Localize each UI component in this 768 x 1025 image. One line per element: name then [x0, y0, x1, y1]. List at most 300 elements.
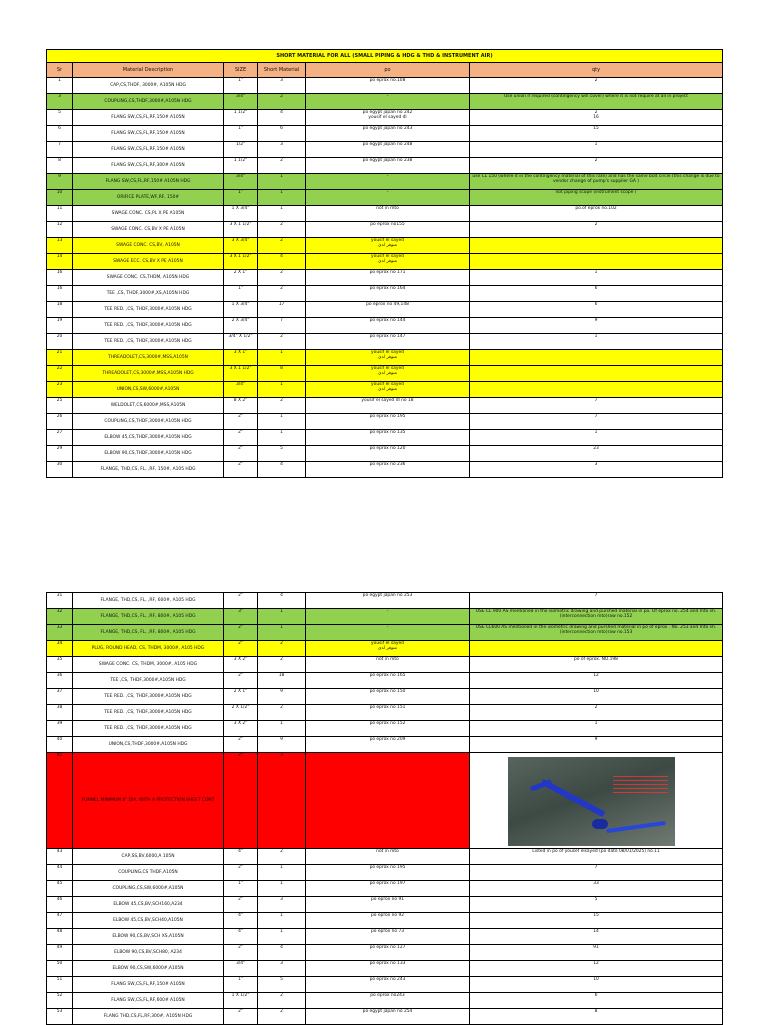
cell-short-material: 17: [258, 302, 306, 318]
cell-qty: 2: [470, 78, 723, 94]
table-row: [47, 398, 723, 414]
table-row: [47, 737, 723, 753]
table-row: [47, 1009, 723, 1025]
cell-description: FLANG SW,CS,FL,RF,300# A105N: [73, 158, 224, 174]
header-size: SIZE: [224, 63, 258, 78]
table-row: [47, 318, 723, 334]
cell-qty: po of eprox. NO.198: [470, 657, 723, 673]
cell-size: 1": [224, 78, 258, 94]
cell-po: po eprox no 49,148: [306, 302, 470, 318]
cell-po: po eprox no 209: [306, 737, 470, 753]
cell-short-material: 2: [258, 238, 306, 254]
cell-qty: 10: [470, 689, 723, 705]
cell-po: -: [306, 625, 470, 641]
cell-po: po eprox no 144: [306, 318, 470, 334]
cell-short-material: 2: [258, 94, 306, 110]
cell-description: THREADOLET,CS,3000#,MSS,A105N HDG: [73, 366, 224, 382]
cell-qty: 15: [470, 126, 723, 142]
cell-short-material: 1: [258, 609, 306, 625]
table-row: [47, 913, 723, 929]
cell-qty: 1: [470, 721, 723, 737]
table-row: [47, 110, 723, 126]
cell-size: 2 X 1": [224, 689, 258, 705]
cell-description: WELDOLET,CS,6000#,MSS,A105N: [73, 398, 224, 414]
cell-short-material: 2: [258, 849, 306, 865]
cell-short-material: 1: [258, 174, 306, 190]
cell-sr: 34: [47, 641, 73, 657]
cell-size: 2": [224, 753, 258, 849]
table-row: [47, 334, 723, 350]
cell-short-material: 1: [258, 382, 306, 398]
cell-po: [306, 753, 470, 849]
cell-po: po eprox no 236: [306, 462, 470, 478]
cell-size: 3 X 2": [224, 657, 258, 673]
cell-po: yousif el sayed متوفر لدي: [306, 238, 470, 254]
cell-size: 2": [224, 414, 258, 430]
cell-short-material: 5: [258, 446, 306, 462]
cell-size: 1": [224, 286, 258, 302]
cell-description: SWAGE CONC. CS,BV X PE A105N: [73, 222, 224, 238]
header-description: Material Description: [73, 63, 224, 78]
cell-qty: [470, 382, 723, 398]
table-row: [47, 78, 723, 94]
cell-qty: 1: [470, 430, 723, 446]
cell-size: 2": [224, 673, 258, 689]
table-row: [47, 641, 723, 657]
cell-po: po eprox no 91: [306, 897, 470, 913]
cell-description: FLANGE, THD,CS, FL, ,RF, 800#, A105 HDG: [73, 625, 224, 641]
cell-qty: 14: [470, 929, 723, 945]
cell-description: TEE RED. ,CS, THDF,3000#,A105N HDG: [73, 334, 224, 350]
cell-short-material: 3: [258, 753, 306, 849]
cell-size: 1 1/2": [224, 110, 258, 126]
cell-short-material: 18: [258, 673, 306, 689]
table-row: [47, 430, 723, 446]
cell-sr: 30: [47, 462, 73, 478]
cell-short-material: 2: [258, 1009, 306, 1025]
cell-description: FLANG SW,CS,FL,RF,150# A105N: [73, 142, 224, 158]
cell-short-material: 4: [258, 462, 306, 478]
cell-qty: 9: [470, 318, 723, 334]
cell-po: po eprox no155: [306, 222, 470, 238]
cell-sr: 12: [47, 222, 73, 238]
cell-qty: 12: [470, 961, 723, 977]
cell-po: po egypt japan no 248: [306, 142, 470, 158]
cell-po: po egypt japan no 254: [306, 1009, 470, 1025]
cell-short-material: 2: [258, 657, 306, 673]
cell-qty: 6: [470, 302, 723, 318]
cell-description: FLANG SW,CS,FL,RF,150# A105N: [73, 126, 224, 142]
cell-size: 2": [224, 625, 258, 641]
cell-qty: 2: [470, 222, 723, 238]
table-row: [47, 462, 723, 478]
cell-qty: 1: [470, 270, 723, 286]
cell-po: -: [306, 94, 470, 110]
cell-short-material: 1: [258, 350, 306, 366]
cell-qty: not piping scope (instrument scope ): [470, 190, 723, 206]
cell-short-material: 8: [258, 366, 306, 382]
cell-short-material: 1: [258, 865, 306, 881]
cell-description: FUNNEL MINIMUM 8" DIA. WITH A PROTECTION SHEET CONT: [73, 753, 224, 849]
table-row: [47, 302, 723, 318]
cell-qty: 2 16: [470, 110, 723, 126]
cell-qty: 7: [470, 593, 723, 609]
cell-qty: Use union if required (contingency will cover) where it is not require at all in project: [470, 94, 723, 110]
cell-description: TEE ,CS, THDF,3000#,XS,A105N HDG: [73, 286, 224, 302]
cell-po: po egypt japan no 243: [306, 126, 470, 142]
cell-po: yousif el sayed dl no 18: [306, 398, 470, 414]
cell-qty: [470, 350, 723, 366]
table-row: [47, 593, 723, 609]
funnel-photo: [508, 757, 675, 846]
cell-description: COUPLING,CS,SW,6000#,A105N: [73, 881, 224, 897]
cell-size: 4": [224, 849, 258, 865]
cell-po: po eprox no 135: [306, 430, 470, 446]
cell-qty: po.of eprox no.102: [470, 206, 723, 222]
cell-description: FLANGE, THD,CS, FL, ,RF, 600#, A105 HDG: [73, 593, 224, 609]
cell-short-material: 2: [258, 705, 306, 721]
cell-qty: 8: [470, 1009, 723, 1025]
table-row: [47, 446, 723, 462]
cell-qty: 23: [470, 446, 723, 462]
cell-short-material: 3: [258, 142, 306, 158]
table-row: [47, 382, 723, 398]
cell-size: 3 X 1 1/2": [224, 222, 258, 238]
table-row: [47, 238, 723, 254]
cell-sr: 39: [47, 721, 73, 737]
header-po: po: [306, 63, 470, 78]
table-row: [47, 945, 723, 961]
cell-po: po eprox no 120: [306, 446, 470, 462]
cell-size: 2": [224, 593, 258, 609]
cell-sr: 41: [47, 753, 73, 849]
cell-size: 2": [224, 462, 258, 478]
cell-description: SWAGE CONC. CS,PL X PE A105N: [73, 206, 224, 222]
cell-sr: 35: [47, 657, 73, 673]
cell-size: 8 X 2": [224, 398, 258, 414]
cell-sr: 16: [47, 270, 73, 286]
cell-description: SWAGE CONC. CS,BV, A105N: [73, 238, 224, 254]
cell-description: TEE RED. ,CS, THDF,3000#,A105N HDG: [73, 302, 224, 318]
cell-description: COUPLING,CS,THDF,3000#,A105N HDG: [73, 94, 224, 110]
cell-po: po eprox no 164: [306, 286, 470, 302]
cell-qty: [470, 366, 723, 382]
cell-description: TEE ,CS, THDF,3000#,A105N HDG: [73, 673, 224, 689]
cell-description: SWAGE ECC. CS,BV X PE A105N: [73, 254, 224, 270]
cell-short-material: 1: [258, 625, 306, 641]
cell-size: 3/4" X 1/2": [224, 334, 258, 350]
cell-po: po eprox no 171: [306, 270, 470, 286]
cell-short-material: 1: [258, 414, 306, 430]
cell-qty: Listed in po of yousef elsayed (po date 08/01/2025) no.11: [470, 849, 723, 865]
cell-po: po eprox no 147: [306, 334, 470, 350]
cell-qty: [470, 254, 723, 270]
cell-size: 1 1/2": [224, 158, 258, 174]
cell-po: not in mto: [306, 849, 470, 865]
cell-size: 1 X 3/4": [224, 206, 258, 222]
cell-short-material: 1: [258, 430, 306, 446]
cell-description: SWAGE CONC. CS,THDM, A105N HDG: [73, 270, 224, 286]
cell-sr: 1: [47, 78, 73, 94]
cell-sr: 51: [47, 977, 73, 993]
cell-short-material: 1: [258, 929, 306, 945]
cell-qty: 6: [470, 993, 723, 1009]
cell-sr: 26: [47, 414, 73, 430]
cell-qty: 12: [470, 673, 723, 689]
cell-sr: 45: [47, 881, 73, 897]
cell-po: po eprox no 133: [306, 961, 470, 977]
cell-description: THREADOLET,CS,3000#,MSS,A105N: [73, 350, 224, 366]
cell-size: 4": [224, 929, 258, 945]
cell-short-material: 9: [258, 689, 306, 705]
cell-description: CAP,CS,THDF, 3000#, A105N HDG: [73, 78, 224, 94]
cell-po: not in mto: [306, 206, 470, 222]
cell-sr: 19: [47, 318, 73, 334]
cell-short-material: 7: [258, 318, 306, 334]
cell-short-material: 2: [258, 286, 306, 302]
cell-po: po eprox no 197: [306, 881, 470, 897]
cell-description: TEE RED. ,CS, THDF,3000#,A105N HDG: [73, 318, 224, 334]
cell-description: ORIFICE PLATE,WF,RF, 150#: [73, 190, 224, 206]
cell-po: yousif el sayed متوفر لدي: [306, 254, 470, 270]
table-row: [47, 689, 723, 705]
header-qty: qty: [470, 63, 723, 78]
cell-description: TEE RED. ,CS, THDF,3000#,A105N HDG: [73, 721, 224, 737]
cell-description: FLANG SW,CS,FL,RF,150# A105N: [73, 977, 224, 993]
cell-size: 1": [224, 881, 258, 897]
cell-short-material: 6: [258, 126, 306, 142]
cell-po: po eprox no 127: [306, 945, 470, 961]
cell-qty: 15: [470, 913, 723, 929]
cell-qty: 1: [470, 142, 723, 158]
cell-short-material: 2: [258, 993, 306, 1009]
cell-size: 2 X 3/4": [224, 318, 258, 334]
cell-description: CAP,SS,BV,6000,A 105N: [73, 849, 224, 865]
cell-qty: 9: [470, 737, 723, 753]
cell-sr: 47: [47, 913, 73, 929]
cell-short-material: 3: [258, 78, 306, 94]
cell-sr: 31: [47, 593, 73, 609]
cell-sr: 43: [47, 849, 73, 865]
cell-size: 1": [224, 126, 258, 142]
cell-description: TEE RED. ,CS, THDF,3000#,A105N HDG: [73, 689, 224, 705]
cell-size: 3 X 1 1/2": [224, 254, 258, 270]
cell-qty: use CL 150 (where it in the contingency material of this rate) and has the same bolt circle (this change is due to vendor change of pump's supplier GA ): [470, 174, 723, 190]
header-short-material: Short Material: [258, 63, 306, 78]
cell-sr: 49: [47, 945, 73, 961]
cell-description: FLANG SW,CS,FL,RF,600# A105N: [73, 993, 224, 1009]
cell-short-material: 2: [258, 158, 306, 174]
cell-po: yousif el sayed متوفر لدي: [306, 366, 470, 382]
cell-po: yousif el sayed متوفر لدي: [306, 641, 470, 657]
cell-size: 2": [224, 641, 258, 657]
cell-sr: 14: [47, 254, 73, 270]
cell-size: 2": [224, 897, 258, 913]
cell-qty: 2: [470, 705, 723, 721]
cell-description: ELBOW 90,CS,THDF,3000#,A105N HDG: [73, 446, 224, 462]
cell-size: 3/4": [224, 174, 258, 190]
cell-po: -: [306, 609, 470, 625]
cell-size: 3/4": [224, 94, 258, 110]
cell-po: not in mto: [306, 657, 470, 673]
cell-short-material: 4: [258, 254, 306, 270]
cell-description: FLANG SW,CS,FL,RF,150# A105N: [73, 110, 224, 126]
cell-size: 2": [224, 737, 258, 753]
cell-size: 3 X 3/4": [224, 238, 258, 254]
cell-short-material: 4: [258, 593, 306, 609]
cell-sr: 37: [47, 689, 73, 705]
cell-qty: 10: [470, 977, 723, 993]
cell-qty: 6: [470, 286, 723, 302]
cell-sr: 25: [47, 398, 73, 414]
sheet-top: [46, 49, 722, 478]
cell-short-material: 2: [258, 222, 306, 238]
cell-short-material: 2: [258, 334, 306, 350]
cell-po: po egypt japan no 253: [306, 593, 470, 609]
cell-short-material: 9: [258, 737, 306, 753]
cell-description: FLANGE, THD,CS, FL, ,RF, 150#, A105 HDG: [73, 462, 224, 478]
cell-size: 1/2": [224, 142, 258, 158]
cell-size: 1 X 1/2": [224, 993, 258, 1009]
cell-size: 1 X 3/4": [224, 302, 258, 318]
table-row: [47, 625, 723, 641]
cell-po: yousif el sayed متوفر لدي: [306, 382, 470, 398]
cell-size: 3 X 2": [224, 721, 258, 737]
table-row: [47, 881, 723, 897]
sheet-title: SHORT MATERIAL FOR ALL (SMALL PIPING & HDG & THD & INSTRUMENT AIR): [47, 50, 723, 63]
cell-sr: 40: [47, 737, 73, 753]
cell-sr: 48: [47, 929, 73, 945]
cell-sr: 38: [47, 705, 73, 721]
cell-short-material: 1: [258, 190, 306, 206]
cell-po: po eprox no 195: [306, 414, 470, 430]
cell-description: FLANGE, THD,CS, FL, ,RF, 800#, A105 HDG: [73, 609, 224, 625]
cell-description: ELBOW 90,CS,SW,6000#,A105N: [73, 961, 224, 977]
cell-qty: 2: [470, 158, 723, 174]
cell-sr: 27: [47, 430, 73, 446]
cell-sr: 44: [47, 865, 73, 881]
cell-description: COUPLING,CS THDF,A105N: [73, 865, 224, 881]
cell-sr: 6: [47, 126, 73, 142]
table-row: [47, 929, 723, 945]
cell-description: COUPLING,CS,THDF,3000#,A105N HDG: [73, 414, 224, 430]
table-row: [47, 721, 723, 737]
cell-qty: USE CL600 AS mentioned in the isometric drawing and purshed material in po of eprox . No. 253 and mto sh.(interconnection mto)raw no.153: [470, 625, 723, 641]
cell-po: po eprox no243: [306, 993, 470, 1009]
cell-short-material: 1: [258, 721, 306, 737]
cell-sr: 50: [47, 961, 73, 977]
cell-po: po eprox no 150: [306, 689, 470, 705]
cell-sr: 16: [47, 286, 73, 302]
cell-sr: 9: [47, 174, 73, 190]
table-row: [47, 705, 723, 721]
cell-short-material: 4: [258, 110, 306, 126]
table-row: [47, 609, 723, 625]
cell-description: PLUG, ROUND HEAD, CS, THDM, 3000#, A105 HDG: [73, 641, 224, 657]
cell-size: 3/4": [224, 382, 258, 398]
cell-po: po eprox no.108: [306, 78, 470, 94]
cell-description: TEE RED. ,CS, THDF,3000#,A105N HDG: [73, 705, 224, 721]
cell-po: yousif el sayed متوفر لدي: [306, 350, 470, 366]
table-row: [47, 254, 723, 270]
cell-qty: 33: [470, 881, 723, 897]
cell-sr: 20: [47, 334, 73, 350]
header-sr: Sr: [47, 63, 73, 78]
cell-description: SWAGE CONC. CS, THDM, 3000#, A105 HDG: [73, 657, 224, 673]
cell-qty: 7: [470, 398, 723, 414]
table-row: [47, 190, 723, 206]
cell-short-material: 1: [258, 881, 306, 897]
cell-qty: 5: [470, 897, 723, 913]
table-row: [47, 865, 723, 881]
cell-sr: 18: [47, 302, 73, 318]
table-row: [47, 897, 723, 913]
cell-size: 2": [224, 865, 258, 881]
table-row: [47, 350, 723, 366]
table-row: [47, 414, 723, 430]
table-row: [47, 174, 723, 190]
cell-description: UNION,CS,THDF,3000#,A105N HDG: [73, 737, 224, 753]
cell-po: po eprox no 152: [306, 721, 470, 737]
cell-size: 3 X 1": [224, 350, 258, 366]
cell-qty: 7: [470, 414, 723, 430]
cell-po: po eprox no 73: [306, 929, 470, 945]
cell-sr: 8: [47, 158, 73, 174]
table-row: [47, 158, 723, 174]
table-row: [47, 849, 723, 865]
cell-sr: 11: [47, 206, 73, 222]
cell-description: ELBOW 45,CS,THDF,3000#,A105N HDG: [73, 430, 224, 446]
cell-size: 3/4": [224, 961, 258, 977]
table-row: [47, 206, 723, 222]
cell-sr: 13: [47, 238, 73, 254]
cell-sr: 23: [47, 382, 73, 398]
cell-po: -: [306, 174, 470, 190]
cell-sr: 36: [47, 673, 73, 689]
table-row: [47, 993, 723, 1009]
cell-description: FLANG SW,CS,FL,RF,150# A105N HDG: [73, 174, 224, 190]
cell-sr: 21: [47, 350, 73, 366]
cell-sr: 5: [47, 110, 73, 126]
table-row: [47, 126, 723, 142]
table-row: [47, 286, 723, 302]
cell-po: po eprox no 92: [306, 913, 470, 929]
cell-sr: 53: [47, 1009, 73, 1025]
cell-size: 2 X 1": [224, 270, 258, 286]
cell-po: po eprox no 243: [306, 977, 470, 993]
cell-qty: USE CL 900 AS mentioned in the isometric drawing and purshed material in po. Of eprox no. 254 and mto sh.(interconnection mto)raw no.152: [470, 609, 723, 625]
cell-size: 2": [224, 430, 258, 446]
cell-qty: 91: [470, 945, 723, 961]
cell-sr: 22: [47, 366, 73, 382]
cell-po: -: [306, 190, 470, 206]
cell-short-material: 1: [258, 913, 306, 929]
material-table-1: [46, 49, 723, 478]
cell-size: 3 X 1 1/2": [224, 366, 258, 382]
cell-sr: 32: [47, 609, 73, 625]
cell-sr: 10: [47, 190, 73, 206]
cell-size: 1": [224, 190, 258, 206]
table-row: [47, 94, 723, 110]
cell-sr: 3: [47, 94, 73, 110]
cell-short-material: 4: [258, 945, 306, 961]
cell-short-material: 3: [258, 961, 306, 977]
table-row: [47, 673, 723, 689]
cell-short-material: 2: [258, 270, 306, 286]
cell-size: 3": [224, 609, 258, 625]
cell-description: UNION,CS,SW,6000#,A105N: [73, 382, 224, 398]
cell-po: po eprox no 195: [306, 865, 470, 881]
